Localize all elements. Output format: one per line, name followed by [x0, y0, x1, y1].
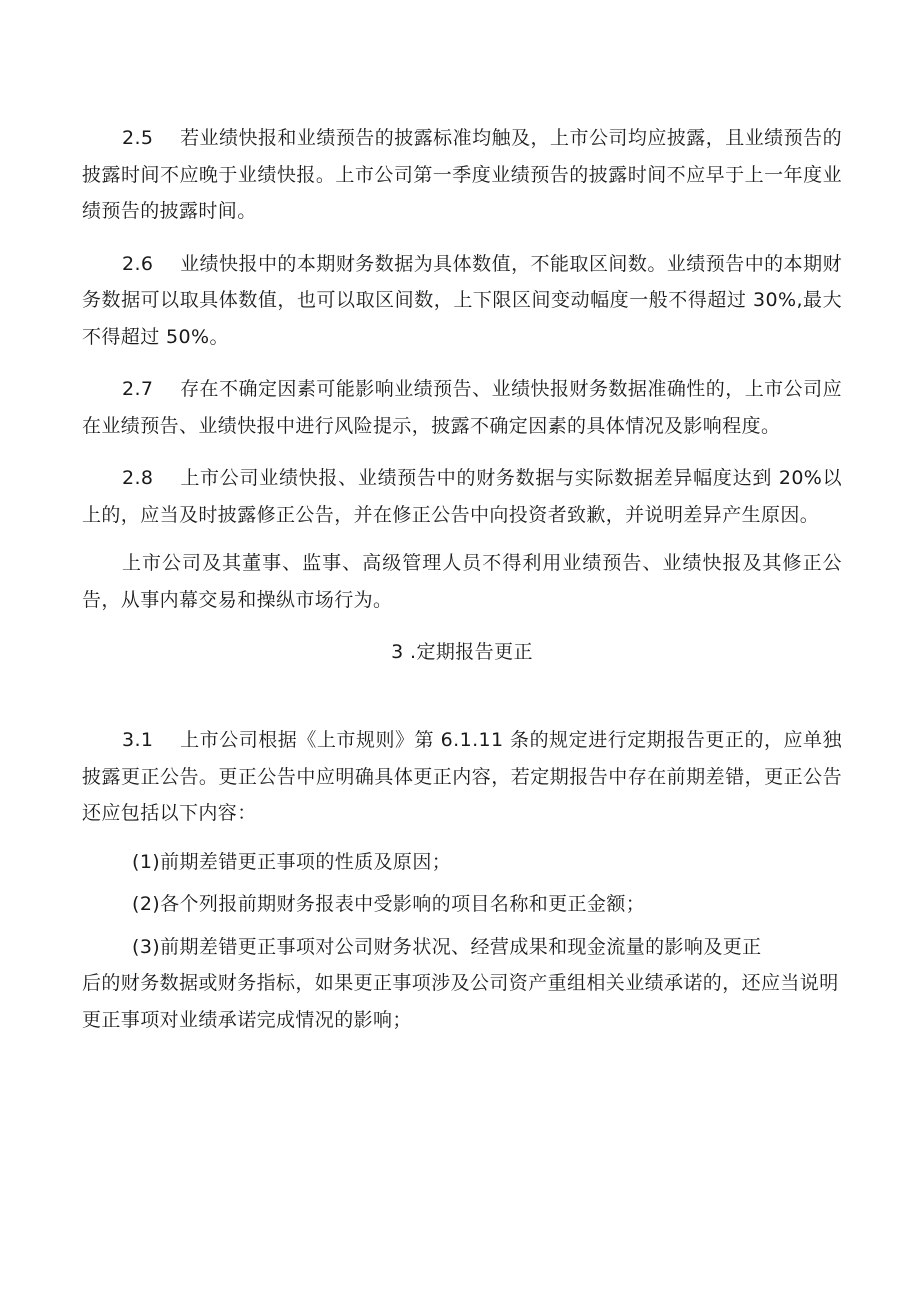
clause-text: 上市公司根据《上市规则》第 6.1.11 条的规定进行定期报告更正的，应单独披露更正公告。更正公告中应明确具体更正内容，若定期报告中存在前期差错，更正公告还应包括以下内容：	[82, 729, 842, 824]
clause-number: 3.1	[122, 729, 154, 751]
paragraph-2-5	[82, 120, 842, 230]
clause-number: 2.6	[122, 252, 154, 275]
clause-text: 业绩快报中的本期财务数据为具体数值，不能取区间数。业绩预告中的本期财务数据可以取具体数值，也可以取区间数，上下限区间变动幅度一般不得超过 30%,最大不得超过 50%。	[82, 252, 842, 348]
clause-number: 2.8	[122, 467, 154, 489]
list-item-continuation: 后的财务数据或财务指标，如果更正事项涉及公司资产重组相关业绩承诺的，还应当说明更正事项对业绩承诺完成情况的影响；	[82, 972, 839, 1031]
clause-number: 2.7	[122, 378, 154, 400]
list-item: (1)前期差错更正事项的性质及原因；	[132, 850, 452, 873]
document-page	[82, 120, 842, 1038]
clause-text: 存在不确定因素可能影响业绩预告、业绩快报财务数据准确性的，上市公司应在业绩预告、业绩快报中进行风险提示，披露不确定因素的具体情况及影响程度。	[82, 378, 842, 437]
list-item: (2)各个列报前期财务报表中受影响的项目名称和更正金额；	[132, 893, 646, 915]
clause-number: 2.5	[122, 127, 154, 149]
paragraph-2-8	[82, 460, 842, 533]
list-item: (3)前期差错更正事项对公司财务状况、经营成果和现金流量的影响及更正	[132, 935, 762, 958]
clause-text: 上市公司业绩快报、业绩预告中的财务数据与实际数据差异幅度达到 20%以上的，应当及时披露修正公告，并在修正公告中向投资者致歉，并说明差异产生原因。	[82, 467, 842, 526]
clause-text: 若业绩快报和业绩预告的披露标准均触及，上市公司均应披露，且业绩预告的披露时间不应晚于业绩快报。上市公司第一季度业绩预告的披露时间不应早于上一年度业绩预告的披露时间。	[82, 127, 842, 222]
paragraph-3-1	[82, 722, 842, 832]
note-text: 上市公司及其董事、监事、高级管理人员不得利用业绩预告、业绩快报及其修正公告，从事内幕交易和操纵市场行为。	[82, 552, 842, 611]
section-heading: 3 .定期报告更正	[391, 641, 533, 663]
paragraph-note	[82, 545, 842, 618]
paragraph-2-6	[82, 246, 842, 356]
paragraph-2-7	[82, 371, 842, 444]
